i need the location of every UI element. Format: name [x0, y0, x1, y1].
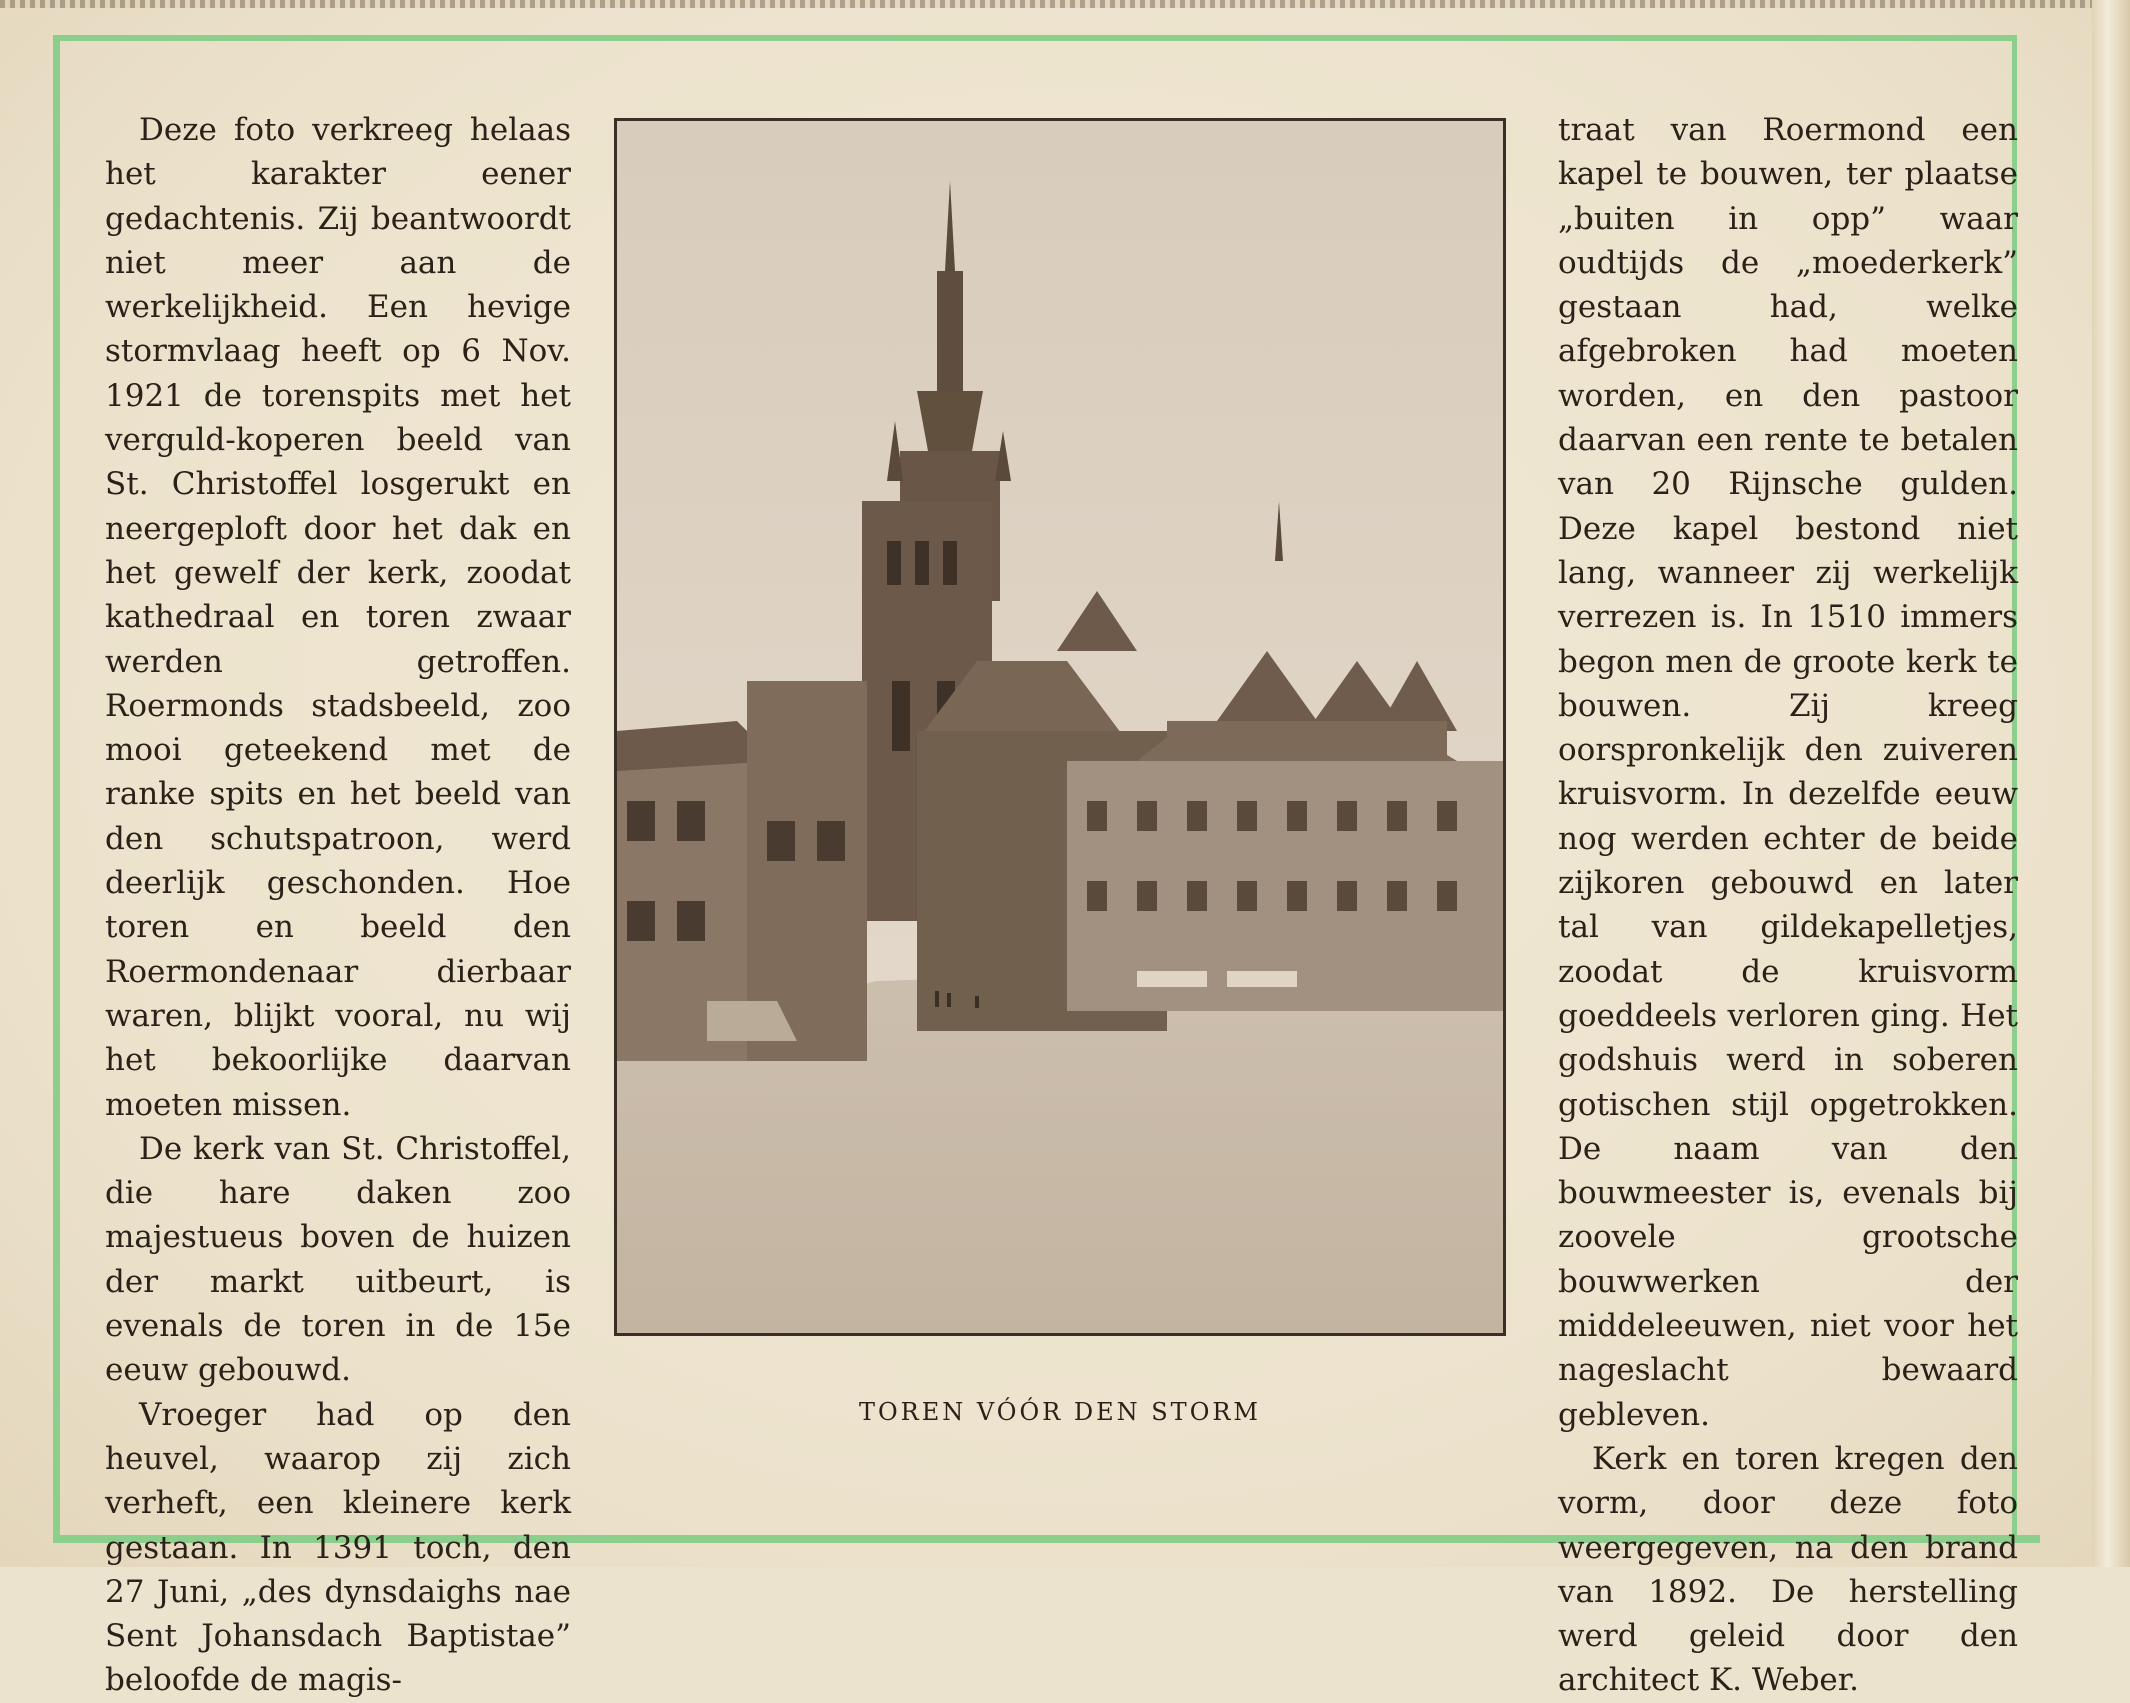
left-paragraph-1: Deze foto verkreeg helaas het karakter eener gedachtenis. Zij beantwoordt niet meer aan de werkelijkheid. Een hevige stormvlaag heeft op 6 Nov. 1921 de torenspits met het verguld-koperen beeld van St. Christoffel losgerukt en neergeploft door het dak en het gewelf der kerk, zoodat kathedraal en toren zwaar werden getroffen. Roermonds stadsbeeld, zoo mooi geteekend met de ranke spits en het beeld van den schutspatroon, werd deerlijk geschonden. Hoe toren en beeld den Roermondenaar dierbaar waren, blijkt vooral, nu wij het bekoorlijke daarvan moeten missen.: [105, 112, 571, 1123]
left-text-column: [105, 108, 571, 1703]
left-paragraph-2: De kerk van St. Christoffel, die hare daken zoo majestueus boven de huizen der markt uitbeurt, is evenals de toren in de 15e eeuw gebouwd.: [105, 1130, 571, 1389]
church-photo-illustration: [617, 121, 1503, 1333]
church-photo: [614, 118, 1506, 1336]
right-paragraph-2: Kerk en toren kregen den vorm, door deze foto weergegeven, na den brand van 1892. De herstelling werd geleid door den architect K. Weber.: [1558, 1440, 2018, 1699]
torn-top-edge: [0, 0, 2130, 8]
right-text-column: [1558, 108, 2018, 1703]
right-paragraph-1: traat van Roermond een kapel te bouwen, ter plaatse „buiten in opp” waar oudtijds de „moederkerk” gestaan had, welke afgebroken had moeten worden, en den pastoor daarvan een rente te betalen van 20 Rijnsche gulden. Deze kapel bestond niet lang, wanneer zij werkelijk verrezen is. In 1510 immers begon men de groote kerk te bouwen. Zij kreeg oorspronkelijk den zuiveren kruisvorm. In dezelfde eeuw nog werden echter de beide zijkoren gebouwd en later tal van gildekapelletjes, zoodat de kruisvorm goeddeels verloren ging. Het godshuis werd in soberen gotischen stijl opgetrokken. De naam van den bouwmeester is, evenals bij zoovele grootsche bouwwerken der middeleeuwen, niet voor het nageslacht bewaard gebleven.: [1558, 112, 2018, 1433]
left-paragraph-3: Vroeger had op den heuvel, waarop zij zich verheft, een kleinere kerk gestaan. In 1391 toch, den 27 Juni, „des dynsdaighs nae Sent Johansdach Baptistae” beloofde de magis-: [105, 1396, 571, 1699]
page-right-edge: [2092, 0, 2130, 1567]
photo-caption: TOREN VÓÓR DEN STORM: [858, 1398, 1262, 1426]
